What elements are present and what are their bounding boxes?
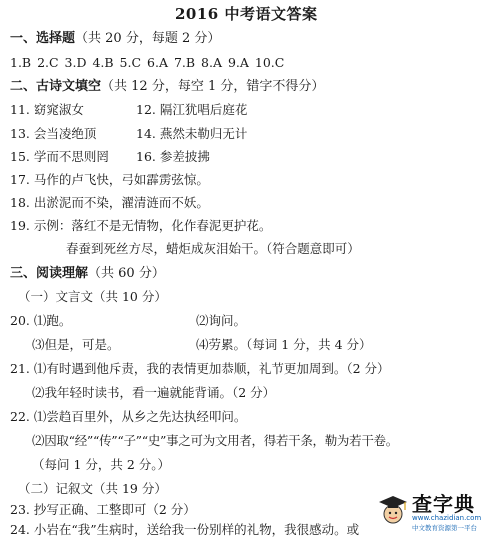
section-1-heading <box>10 31 220 47</box>
logo-slogan: 中文教育资源第一平台 <box>412 524 477 532</box>
answer-20-4: ⑷劳累。（每词 1 分，共 4 分） <box>196 337 372 352</box>
logo-name: 查字典 <box>412 492 475 516</box>
answer-24-first-line: 24. 小岩在“我”生病时，送给我一份别样的礼物，我很感动。或 <box>10 522 360 537</box>
logo-domain: www.chazidian.com <box>412 514 482 522</box>
answer-14: 14. 燕然未勒归无计 <box>136 126 248 141</box>
answer-15: 15. 学而不思则罔 <box>10 149 109 164</box>
section-2-note: （共 12 分，每空 1 分，错字不得分） <box>101 79 325 94</box>
answer-22-2: ⑵因取“经”“传”“子”“史”事之可为文用者，得若干条，勒为若干卷。 <box>32 433 398 448</box>
chazidian-logo <box>378 488 496 538</box>
section-2-heading <box>10 79 324 95</box>
section-3-title: 三、阅读理解 <box>10 266 89 281</box>
section-3-note: （共 60 分） <box>88 266 165 281</box>
answer-22-1: 22. ⑴尝趋百里外，从乡之先达执经叩问。 <box>10 409 247 424</box>
answer-23: 23. 抄写正确、工整即可（2 分） <box>10 502 196 517</box>
answer-19-second: 春蚕到死丝方尽，蜡炬成灰泪始干。（符合题意即可） <box>66 241 360 256</box>
answer-20-3: ⑶但是，可是。 <box>32 337 120 352</box>
answer-18: 18. 出淤泥而不染，濯清涟而不妖。 <box>10 195 209 210</box>
section-1-title: 一、选择题 <box>10 31 76 46</box>
answer-22-score: （每问 1 分，共 2 分。） <box>32 457 171 472</box>
answer-12: 12. 隔江犹唱后庭花 <box>136 102 248 117</box>
answer-13: 13. 会当凌绝顶 <box>10 126 97 141</box>
answer-16: 16. 参差披拂 <box>136 149 210 164</box>
section-3-heading <box>10 266 165 282</box>
answer-11: 11. 窈窕淑女 <box>10 102 84 117</box>
section-2-title: 二、古诗文填空 <box>10 79 102 94</box>
subsection-narrative: （二）记叙文（共 19 分） <box>18 481 167 496</box>
answer-19: 19. 示例：落红不是无情物，化作春泥更护花。 <box>10 218 272 233</box>
answer-21-1: 21. ⑴有时遇到他斥责，我的表情更加恭顺，礼节更加周到。（2 分） <box>10 361 390 376</box>
section-1-note: （共 20 分，每题 2 分） <box>75 31 221 46</box>
subsection-classical: （一）文言文（共 10 分） <box>18 289 167 304</box>
graduation-cap-icon <box>378 492 408 526</box>
answer-17: 17. 马作的卢飞快，弓如霹雳弦惊。 <box>10 172 209 187</box>
answer-20-1: 20. ⑴跑。 <box>10 313 72 328</box>
answer-20-2: ⑵询问。 <box>196 313 247 328</box>
answer-21-2: ⑵我年轻时读书，看一遍就能背诵。（2 分） <box>32 385 276 400</box>
page-title: 2016 中考语文答案 <box>175 5 318 23</box>
choice-answers: 1.B 2.C 3.D 4.B 5.C 6.A 7.B 8.A 9.A 10.C <box>10 55 285 70</box>
